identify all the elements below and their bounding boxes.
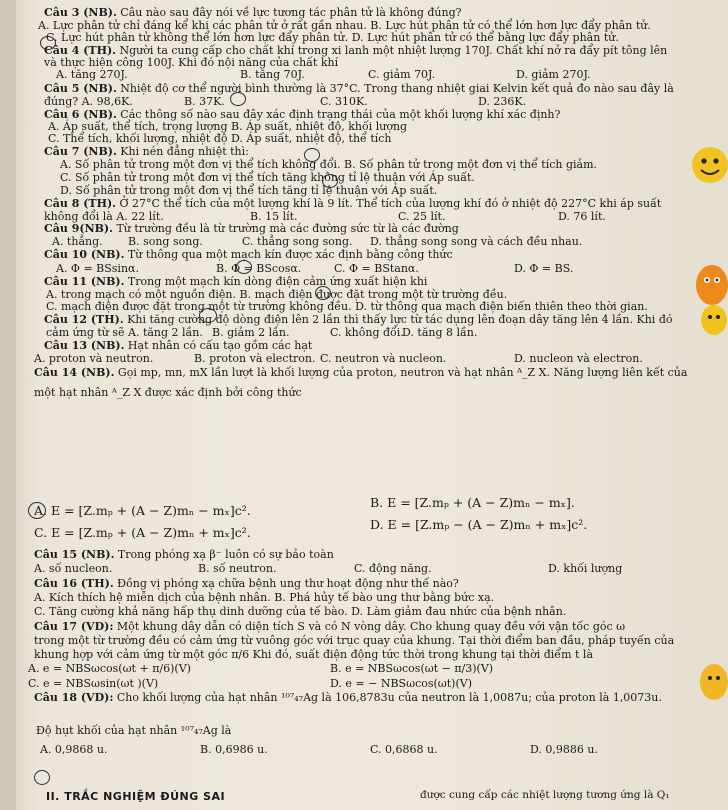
- answer-option: C. neutron và nucleon.: [320, 352, 447, 365]
- question-number: Câu 4 (TH).: [44, 44, 117, 57]
- pen-circle-mark: [304, 148, 320, 162]
- question-number: Câu 9(NB).: [44, 222, 113, 235]
- answer-option: A. số nucleon.: [34, 562, 113, 575]
- smiley-sticker-icon: [688, 140, 728, 190]
- question-text-line: C. Thể tích, khối lượng, nhiệt độ D. Áp suất, nhiệt độ, thể tích: [48, 132, 392, 145]
- answer-option: đúng? A. 98,6K.: [44, 95, 133, 108]
- question-stem: Câu 9(NB). Từ trường đều là từ trường mà các đường sức từ là các đường: [44, 222, 459, 235]
- question-text-line: C. mạch điện được đặt trong một từ trường không đều. D. từ thông qua mạch điện biến thiên theo thời gian.: [46, 300, 648, 313]
- question-number: Câu 8 (TH).: [44, 197, 117, 210]
- pen-circle-mark: [199, 308, 217, 323]
- question-number: Câu 18 (VD):: [34, 691, 114, 704]
- answer-option: B. e = NBSωcos(ωt − π/3)(V): [330, 662, 494, 675]
- answer-option: D. 76 lít.: [558, 210, 606, 223]
- question-stem: Câu 18 (VD): Cho khối lượng của hạt nhân ¹⁰⁷₄₇Ag là 106,8783u của neutron là 1,0087u; của proton là 1,0073u.: [34, 691, 662, 704]
- pen-circle-mark: [236, 260, 252, 274]
- pen-circle-mark: [28, 502, 46, 519]
- question-text-line: một hạt nhân ᴬ_Z X được xác định bởi công thức: [34, 386, 302, 399]
- answer-option: B. 37K.: [184, 95, 225, 108]
- question-number: Câu 6 (NB).: [44, 108, 117, 121]
- question-text-line: trong một từ trường đều có cảm ứng từ vuông góc với trục quay của khung. Tại thời điểm ban đầu, pháp tuyến của: [34, 634, 675, 647]
- answer-option: C. 0,6868 u.: [370, 743, 438, 756]
- answer-option: C. động năng.: [354, 562, 432, 575]
- answer-option: B. tăng 70J.: [240, 68, 305, 81]
- question-number: Câu 5 (NB).: [44, 82, 117, 95]
- question-number: Câu 13 (NB).: [44, 339, 125, 352]
- answer-option: C. giảm 70J.: [368, 68, 436, 81]
- question-stem: Câu 8 (TH). Ở 27°C thể tích của một lượng khí là 9 lít. Thể tích của lượng khí đó ở nhiệt độ 227°C khi áp suất: [44, 197, 662, 210]
- cartoon-sticker-icon: [692, 300, 728, 340]
- answer-option: A. 0,9868 u.: [40, 743, 108, 756]
- question-stem: Câu 13 (NB). Hạt nhân có cấu tạo gồm các hạt: [44, 339, 313, 352]
- question-text-line: A. Áp suất, thể tích, trọng lượng B. Áp suất, nhiệt độ, khối lượng: [48, 120, 408, 133]
- question-text-line: C. Số phân tử trong một đơn vị thể tích tăng không tỉ lệ thuận với Áp suất.: [60, 171, 475, 184]
- answer-option: D. giảm 270J.: [516, 68, 591, 81]
- answer-option: A. proton và neutron.: [34, 352, 154, 365]
- answer-option: D. e = − NBSωcos(ωt)(V): [330, 677, 472, 690]
- answer-option: C. e = NBSωsin(ωt )(V): [28, 677, 159, 690]
- question-number: Câu 16 (TH).: [34, 577, 114, 590]
- answer-option: B. Φ = BScosα.: [216, 262, 302, 275]
- section-heading: II. TRẮC NGHIỆM ĐÚNG SAI: [46, 790, 226, 803]
- question-number: Câu 15 (NB).: [34, 548, 115, 561]
- formula-option: C. E = [Z.mₚ + (A − Z)mₙ + mₓ]c².: [34, 525, 251, 540]
- question-text-line: khung hợp với cảm ứng từ một góc π/6 Khi đó, suất điện động tức thời trong khung tại thời điểm t là: [34, 648, 593, 661]
- answer-option: B. proton và electron.: [194, 352, 316, 365]
- answer-option: D. 0,9886 u.: [530, 743, 598, 756]
- answer-option: D. nucleon và electron.: [514, 352, 643, 365]
- answer-option: C. không đổi.: [330, 326, 404, 339]
- question-stem: Câu 17 (VD): Một khung dây dẫn có diện tích S và có N vòng dây. Cho khung quay đều với vận tốc góc ω: [34, 620, 626, 633]
- pen-circle-mark: [34, 770, 50, 785]
- answer-option: A. Φ = BSsinα.: [56, 262, 139, 275]
- answer-option: cảm ứng từ sẽ A. tăng 2 lần.: [46, 326, 203, 339]
- question-stem: Câu 5 (NB). Nhiệt độ cơ thể người bình thường là 37°C. Trong thang nhiệt giai Kelvin kết quả đo nào sau đây là: [44, 82, 674, 95]
- answer-option: C. Φ = BStanα.: [334, 262, 419, 275]
- question-stem: Câu 7 (NB). Khi nén đẳng nhiệt thì:: [44, 145, 249, 158]
- question-number: Câu 7 (NB).: [44, 145, 117, 158]
- answer-option: B. giảm 2 lần.: [212, 326, 290, 339]
- page-binding-edge: [0, 0, 16, 810]
- question-text-line: C. Lực hút phân tử không thể lớn hơn lực đẩy phân tử. D. Lực hút phân tử có thể bằng lực đẩy phân tử.: [46, 31, 619, 44]
- question-stem: Câu 11 (NB). Trong một mạch kín dòng điện cảm ứng xuất hiện khi: [44, 275, 428, 288]
- pen-circle-mark: [315, 286, 331, 300]
- question-text-line: D. Số phân tử trong một đơn vị thể tích tăng tỉ lệ thuận với Áp suất.: [60, 184, 438, 197]
- question-number: Câu 12 (TH).: [44, 313, 124, 326]
- question-text-line: và thực hiện công 100J. Khi đó nội năng của chất khí: [44, 56, 339, 69]
- answer-option: A. tăng 270J.: [56, 68, 128, 81]
- pen-circle-mark: [322, 174, 338, 188]
- formula-option: D. E = [Z.mₚ − (A − Z)mₙ + mₓ]c².: [370, 517, 588, 532]
- question-number: Câu 3 (NB).: [44, 6, 117, 19]
- formula-option: A. E = [Z.mₚ + (A − Z)mₙ − mₓ]c².: [34, 503, 251, 518]
- question-stem: Câu 4 (TH). Người ta cung cấp cho chất khí trong xi lanh một nhiệt lượng 170J. Chất khí nở ra đẩy pít tông lên: [44, 44, 668, 57]
- footer-continuation-text: được cung cấp các nhiệt lượng tương ứng là Q₁: [420, 789, 670, 801]
- formula-option: B. E = [Z.mₚ + (A − Z)mₙ − mₓ].: [370, 495, 575, 510]
- answer-option: D. 236K.: [478, 95, 527, 108]
- question-stem: Câu 15 (NB). Trong phóng xạ β⁻ luôn có sự bảo toàn: [34, 548, 334, 561]
- answer-option: B. 15 lít.: [250, 210, 298, 223]
- answer-option: A. e = NBSωcos(ωt + π/6)(V): [28, 662, 191, 675]
- pen-circle-mark: [230, 92, 246, 106]
- question-text-line: C. Tăng cường khả năng hấp thụ dinh dưỡng của tế bào. D. Làm giảm đau nhức của bệnh nhân.: [34, 605, 567, 618]
- question-number: Câu 17 (VD):: [34, 620, 114, 633]
- answer-option: B. song song.: [128, 235, 203, 248]
- question-text-line: A. trong mạch có một nguồn điện. B. mạch điện được đặt trong một từ trường đều.: [46, 288, 508, 301]
- answer-option: C. 310K.: [320, 95, 368, 108]
- question-number: Câu 14 (NB).: [34, 366, 115, 379]
- answer-option: C. 25 lít.: [398, 210, 446, 223]
- cartoon-sticker-icon: [694, 660, 728, 704]
- answer-option: D. Φ = BS.: [514, 262, 574, 275]
- pen-circle-mark: [40, 36, 56, 50]
- question-stem: Câu 14 (NB). Gọi mp, mn, mX lần lượt là khối lượng của proton, neutron và hạt nhân ᴬ_Z X. Năng lượng liên kết của: [34, 366, 688, 379]
- question-stem: Câu 6 (NB). Các thông số nào sau đây xác định trạng thái của một khối lượng khí xác định?: [44, 108, 561, 121]
- answer-option: D. khối lượng: [548, 562, 623, 575]
- answer-option: B. 0,6986 u.: [200, 743, 268, 756]
- question-number: Câu 11 (NB).: [44, 275, 125, 288]
- answer-option: C. thẳng song song.: [242, 235, 353, 248]
- answer-option: A. thẳng.: [52, 235, 103, 248]
- question-text-line: A. Số phân tử trong một đơn vị thể tích không đổi. B. Số phân tử trong một đơn vị thể tích giảm.: [60, 158, 598, 171]
- question-number: Câu 10 (NB).: [44, 248, 125, 261]
- answer-option: D. thẳng song song và cách đều nhau.: [370, 235, 583, 248]
- question-text-line: Độ hụt khối của hạt nhân ¹⁰⁷₄₇Ag là: [36, 724, 232, 737]
- question-stem: Câu 10 (NB). Từ thông qua một mạch kín được xác định bằng công thức: [44, 248, 453, 261]
- question-stem: Câu 12 (TH). Khi tăng cường độ dòng điện lên 2 lần thì thấy lực từ tác dụng lên đoạn dây tăng lên 4 lần. Khi đó: [44, 313, 673, 326]
- question-stem: Câu 3 (NB). Câu nào sau đây nói về lực tương tác phân tử là không đúng?: [44, 6, 462, 19]
- question-stem: Câu 16 (TH). Đồng vị phóng xạ chữa bệnh ung thư hoạt động như thế nào?: [34, 577, 459, 590]
- answer-option: D. tăng 8 lần.: [402, 326, 478, 339]
- answer-option: B. số neutron.: [198, 562, 277, 575]
- question-text-line: A. Lực phân tử chỉ đáng kể khi các phân tử ở rất gần nhau. B. Lực hút phân tử có thể lớn hơn lực đẩy phân tử.: [38, 19, 651, 32]
- answer-option: không đổi là A. 22 lít.: [44, 210, 164, 223]
- question-text-line: A. Kích thích hệ miễn dịch của bệnh nhân. B. Phá hủy tế bào ung thư bằng bức xạ.: [34, 591, 495, 604]
